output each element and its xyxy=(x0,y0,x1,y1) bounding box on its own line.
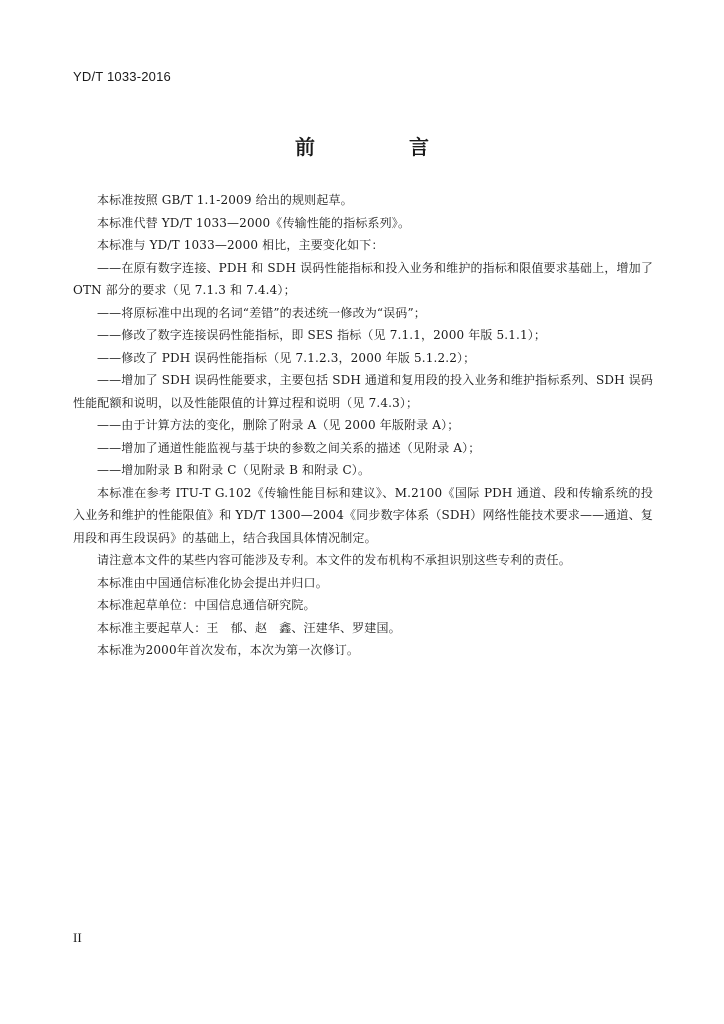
page-number: II xyxy=(73,930,82,945)
foreword-body xyxy=(73,189,653,662)
list-item: ——修改了 PDH 误码性能指标（见 7.1.2.3，2000 年版 5.1.2.2）； xyxy=(97,350,476,365)
paragraph: 请注意本文件的某些内容可能涉及专利。本文件的发布机构不承担识别这些专利的责任。 xyxy=(97,553,571,567)
list-item: ——修改了数字连接误码性能指标，即 SES 指标（见 7.1.1，2000 年版 5.1.1）； xyxy=(97,328,547,342)
list-item: ——由于计算方法的变化，删除了附录 A（见 2000 年版附录 A）； xyxy=(97,418,460,432)
list-item: ——增加附录 B 和附录 C（见附录 B 和附录 C）。 xyxy=(97,463,371,477)
list-item: ——在原有数字连接、PDH 和 SDH 误码性能指标和投入业务和维护的指标和限值要求基础上，增加了 OTN 部分的要求（见 7.1.3 和 7.4.4）； xyxy=(73,260,653,297)
paragraph: 本标准在参考 ITU-T G.102《传输性能目标和建议》、M.2100《国际 PDH 通道、段和传输系统的投入业务和维护的性能限值》和 YD/T 1300—2004《同步数字体系（SDH）网络性能技术要求——通道、复用段和再生段误码》的基础上，结合我国具体情况制定。 xyxy=(73,485,653,545)
paragraph: 本标准由中国通信标准化协会提出并归口。 xyxy=(97,575,328,590)
paragraph: 本标准与 YD/T 1033—2000 相比，主要变化如下： xyxy=(97,238,384,252)
document-id-header: YD/T 1033-2016 xyxy=(73,69,171,84)
page-title: 前 言 xyxy=(295,135,466,159)
paragraph: 本标准按照 GB/T 1.1-2009 给出的规则起草。 xyxy=(97,193,353,207)
paragraph: 本标准主要起草人：王 郁、赵 鑫、汪建华、罗建国。 xyxy=(97,620,401,635)
paragraph: 本标准代替 YD/T 1033—2000《传输性能的指标系列》。 xyxy=(97,215,411,230)
paragraph: 本标准为2000年首次发布，本次为第一次修订。 xyxy=(97,643,359,657)
paragraph: 本标准起草单位：中国信息通信研究院。 xyxy=(97,598,316,612)
list-item: ——增加了 SDH 误码性能要求，主要包括 SDH 通道和复用段的投入业务和维护指标系列、SDH 误码性能配额和说明，以及性能限值的计算过程和说明（见 7.4.3）； xyxy=(73,373,653,410)
list-item: ——增加了通道性能监视与基于块的参数之间关系的描述（见附录 A）； xyxy=(97,440,481,455)
list-item: ——将原标准中出现的名词“差错”的表述统一修改为“误码”； xyxy=(97,305,426,320)
